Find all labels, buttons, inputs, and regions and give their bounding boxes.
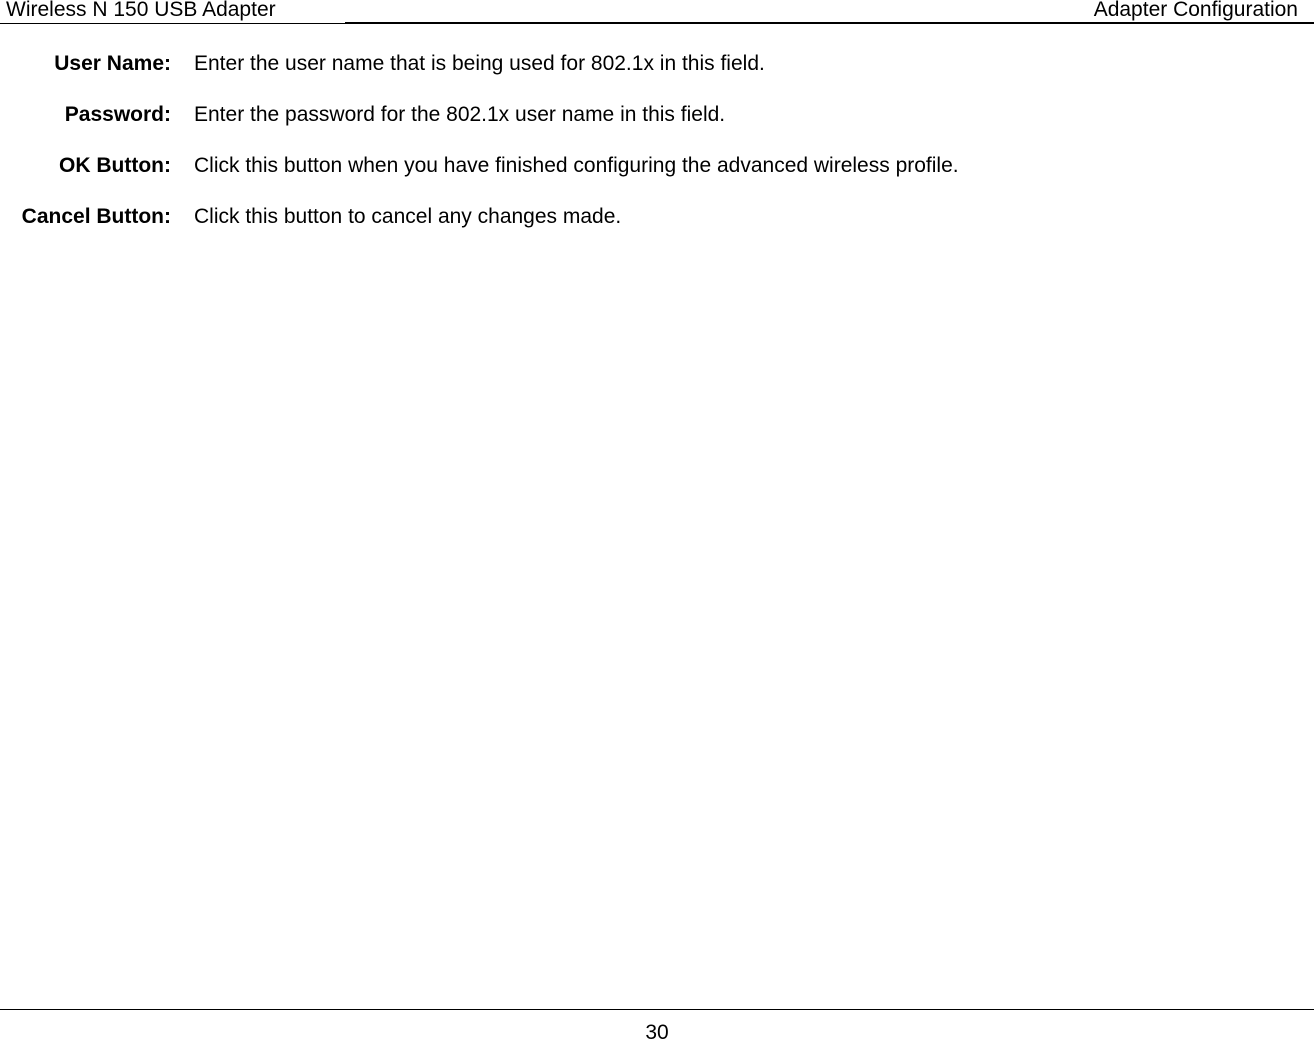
page-number: 30 bbox=[645, 1021, 669, 1044]
definition-term: OK Button: bbox=[59, 154, 171, 177]
definition-description: Enter the user name that is being used for 802.1x in this field. bbox=[194, 52, 765, 75]
definition-term: Cancel Button: bbox=[21, 205, 171, 228]
definition-description: Enter the password for the 802.1x user name in this field. bbox=[194, 103, 726, 126]
definition-description: Click this button to cancel any changes made. bbox=[194, 205, 622, 228]
definition-item-ok-button bbox=[0, 152, 1314, 203]
definition-term: User Name: bbox=[54, 52, 171, 75]
definition-item-cancel-button bbox=[0, 203, 1314, 254]
definition-term: Password: bbox=[64, 103, 171, 126]
product-title: Wireless N 150 USB Adapter bbox=[6, 0, 276, 21]
definition-item-user-name bbox=[0, 50, 1314, 101]
definition-list bbox=[0, 50, 1314, 254]
section-title: Adapter Configuration bbox=[1093, 0, 1298, 21]
definition-item-password bbox=[0, 101, 1314, 152]
definition-description: Click this button when you have finished configuring the advanced wireless profile. bbox=[194, 154, 959, 177]
header-divider-thick bbox=[345, 22, 1314, 24]
header-divider-thin bbox=[0, 23, 345, 24]
footer-divider bbox=[0, 1009, 1314, 1010]
